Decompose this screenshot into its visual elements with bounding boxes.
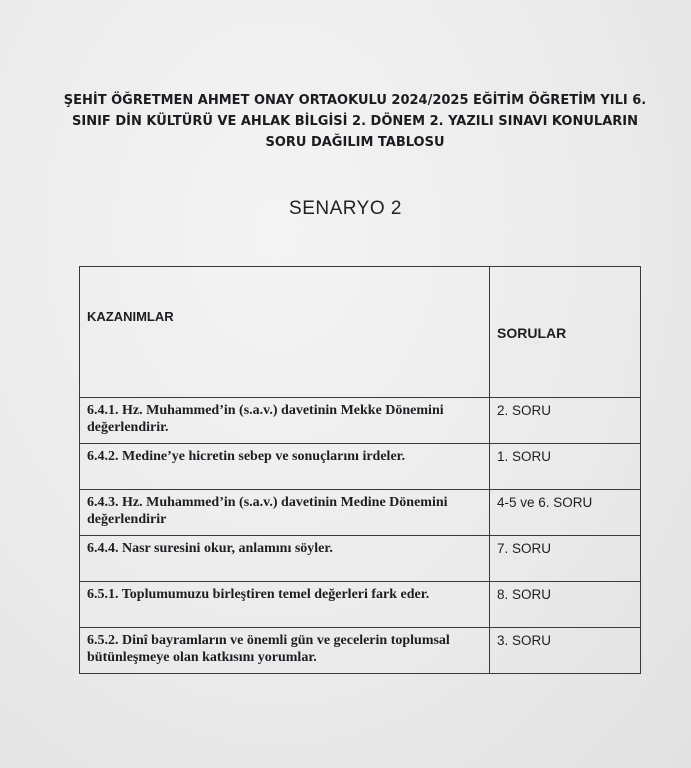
table-row [80, 490, 641, 536]
question-cell: 3. SORU [490, 628, 641, 674]
question-cell: 1. SORU [490, 444, 641, 490]
table-row [80, 628, 641, 674]
table-row [80, 536, 641, 582]
table-row [80, 398, 641, 444]
title-line-2: SINIF DİN KÜLTÜRÜ VE AHLAK BİLGİSİ 2. DÖNEM 2. YAZILI SINAVI KONULARIN [72, 114, 638, 129]
objective-cell: 6.4.1. Hz. Muhammed’in (s.a.v.) davetinin Mekke Dönemini değerlendirir. [80, 398, 490, 444]
title-line-3: SORU DAĞILIM TABLOSU [265, 135, 445, 150]
header-questions: SORULAR [490, 267, 641, 398]
title-line-1: ŞEHİT ÖĞRETMEN AHMET ONAY ORTAOKULU 2024/2025 EĞİTİM ÖĞRETİM YILI 6. [63, 93, 647, 108]
objective-cell: 6.5.1. Toplumumuzu birleştiren temel değerleri fark eder. [80, 582, 490, 628]
document-header [60, 90, 650, 153]
objective-cell: 6.4.2. Medine’ye hicretin sebep ve sonuçlarını irdeler. [80, 444, 490, 490]
question-cell: 2. SORU [490, 398, 641, 444]
table-header-row [80, 267, 641, 398]
table-row [80, 444, 641, 490]
header-objectives: KAZANIMLAR [80, 267, 490, 398]
question-cell: 7. SORU [490, 536, 641, 582]
question-cell: 8. SORU [490, 582, 641, 628]
scenario-heading: SENARYO 2 [289, 198, 402, 219]
question-distribution-table [79, 266, 641, 674]
table-row [80, 582, 641, 628]
objective-cell: 6.4.4. Nasr suresini okur, anlamını söyler. [80, 536, 490, 582]
objective-cell: 6.4.3. Hz. Muhammed’in (s.a.v.) davetinin Medine Dönemini değerlendirir [80, 490, 490, 536]
question-cell: 4-5 ve 6. SORU [490, 490, 641, 536]
objective-cell: 6.5.2. Dinî bayramların ve önemli gün ve gecelerin toplumsal bütünleşmeye olan katkısını yorumlar. [80, 628, 490, 674]
